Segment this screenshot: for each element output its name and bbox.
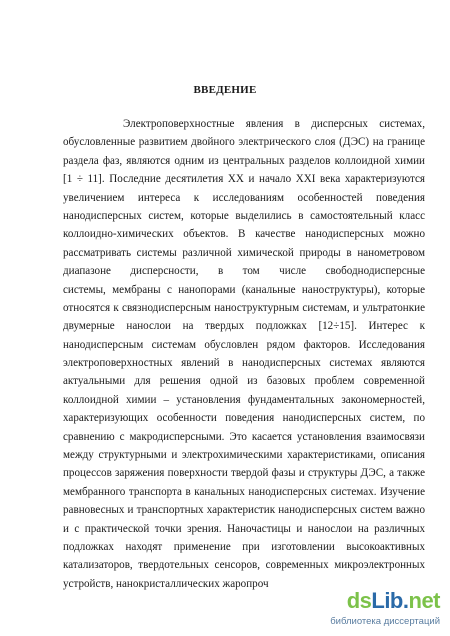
text-line: [1 ÷ 11]. Последние десятилетия XX и начало XXI века характеризуются xyxy=(63,173,425,186)
text-line: актуальными для решения одной из базовых проблем современной xyxy=(63,375,425,388)
text-line: Электроповерхностные явления в дисперсных системах, xyxy=(123,118,425,130)
logo-dot: . xyxy=(402,588,409,613)
text-line: мембранного транспорта в канальных нанодисперсных системах. Изучение xyxy=(63,485,425,498)
text-line: подложках находят применение при изготовлении высокоактивных xyxy=(63,540,425,553)
text-line: нанодисперсным системам обусловлен рядом факторов. Исследования xyxy=(63,338,425,351)
text-line: раздела фаз, являются одним из центральных разделов коллоидной химии xyxy=(63,154,425,167)
text-line: устройств, нанокристаллических жаропроч xyxy=(63,577,269,590)
logo-net: net xyxy=(408,588,440,613)
dslib-logo xyxy=(347,588,440,614)
text-line: катализаторов, твердотельных сенсоров, современных микроэлектронных xyxy=(63,559,425,572)
logo-ds: ds xyxy=(346,588,372,613)
text-line: рассматривать системы различной химической природы в нанометровом xyxy=(63,246,425,259)
text-line: электроповерхностных явлений в нанодисперсных системах являются xyxy=(63,357,425,370)
body-text xyxy=(63,115,425,593)
text-line: относятся к связнодисперсным наноструктурным системам, и ультратонкие xyxy=(63,301,425,314)
text-line: нанодисперсных систем, которые выделились в самостоятельный класс xyxy=(63,209,425,222)
text-line: между структурными и электрохимическими характеристиками, описания xyxy=(63,449,425,462)
section-title: ВВЕДЕНИЕ xyxy=(193,84,257,96)
text-line: процессов заряжения поверхности твердой фазы и структуры ДЭС, а также xyxy=(63,467,425,480)
text-line: системы, мембраны с нанопорами (канальные наноструктуры), которые xyxy=(63,283,425,296)
watermark-subtitle: библиотека диссертаций xyxy=(330,616,440,627)
text-line: коллоидно-химических объектов. В качестве нанодисперсных можно xyxy=(63,228,425,241)
text-line: характеризующих особенности поведения нанодисперсных систем, по xyxy=(63,412,425,425)
text-line: и с практической точки зрения. Наночастицы и нанослои на различных xyxy=(63,522,425,535)
text-line: диапазоне дисперсности, в том числе свободнодисперсные xyxy=(63,265,425,278)
text-line: равновесных и транспортных характеристик нанодисперсных систем важно xyxy=(63,504,425,517)
text-line: двумерные нанослои на твердых подложках [12÷15]. Интерес к xyxy=(63,320,425,333)
text-line: увеличением интереса к исследованиям особенностей поведения xyxy=(63,191,425,204)
logo-lib: Lib xyxy=(371,588,403,613)
dslib-watermark xyxy=(326,588,446,632)
text-line: обусловленные развитием двойного электрического слоя (ДЭС) на границе xyxy=(63,136,425,149)
text-line: сравнению с макродисперсными. Это касается установления взаимосвязи xyxy=(63,430,425,443)
text-line: коллоидной химии – установления фундаментальных закономерностей, xyxy=(63,393,425,406)
